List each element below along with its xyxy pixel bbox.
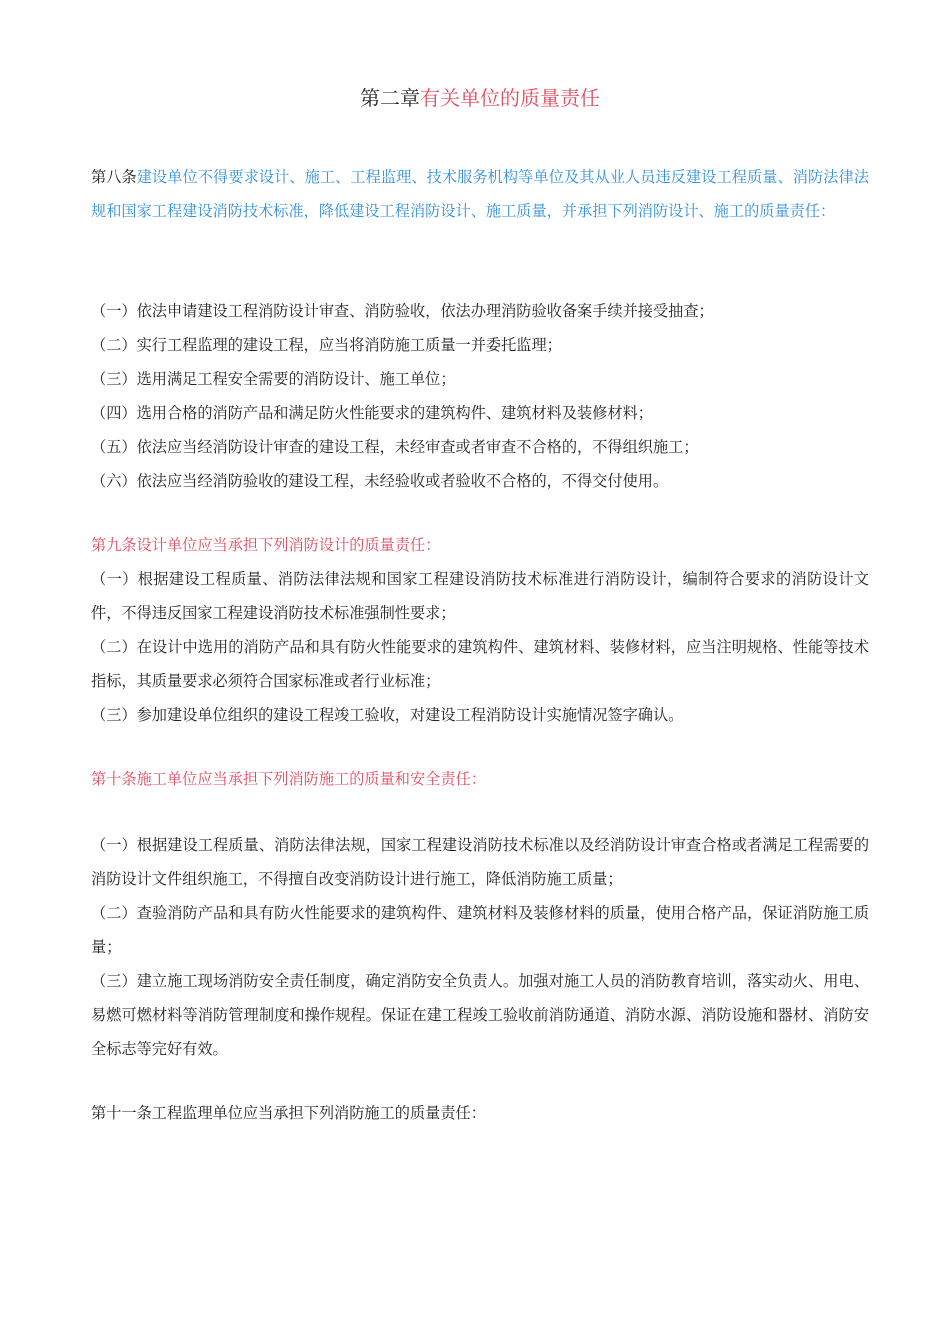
article-11-heading: 第十一条工程监理单位应当承担下列消防施工的质量责任： bbox=[91, 1104, 486, 1122]
list-item: （三）选用满足工程安全需要的消防设计、施工单位； bbox=[91, 370, 456, 388]
article-9-heading: 第九条设计单位应当承担下列消防设计的质量责任： bbox=[91, 536, 441, 554]
article-10-heading: 第十条施工单位应当承担下列消防施工的质量和安全责任： bbox=[91, 770, 486, 788]
article-8-intro bbox=[91, 160, 869, 228]
chapter-title-text: 有关单位的质量责任 bbox=[420, 86, 600, 110]
article-10-list bbox=[91, 828, 869, 1066]
article-10-heading-block bbox=[91, 762, 869, 796]
chapter-title bbox=[91, 84, 869, 112]
article-8-list bbox=[91, 294, 869, 498]
chapter-prefix: 第二章 bbox=[360, 86, 420, 110]
list-item: （二）实行工程监理的建设工程，应当将消防施工质量一并委托监理； bbox=[91, 336, 562, 354]
list-item: （三）参加建设单位组织的建设工程竣工验收，对建设工程消防设计实施情况签字确认。 bbox=[91, 706, 684, 724]
article-9 bbox=[91, 528, 869, 732]
list-item: （三）建立施工现场消防安全责任制度，确定消防安全负责人。加强对施工人员的消防教育培训，落实动火、用电、易燃可燃材料等消防管理制度和操作规程。保证在建工程竣工验收前消防通道、消防水源、消防设施和器材、消防安全标志等完好有效。 bbox=[91, 972, 869, 1058]
list-item: （二）在设计中选用的消防产品和具有防火性能要求的建筑构件、建筑材料、装修材料，应当注明规格、性能等技术指标，其质量要求必须符合国家标准或者行业标准； bbox=[91, 638, 869, 690]
list-item: （一）根据建设工程质量、消防法律法规和国家工程建设消防技术标准进行消防设计，编制符合要求的消防设计文件，不得违反国家工程建设消防技术标准强制性要求； bbox=[91, 570, 869, 622]
list-item: （二）查验消防产品和具有防火性能要求的建筑构件、建筑材料及装修材料的质量，使用合格产品，保证消防施工质量； bbox=[91, 904, 869, 956]
list-item: （四）选用合格的消防产品和满足防火性能要求的建筑构件、建筑材料及装修材料； bbox=[91, 404, 653, 422]
list-item: （一）依法申请建设工程消防设计审查、消防验收，依法办理消防验收备案手续并接受抽查； bbox=[91, 302, 714, 320]
article-11 bbox=[91, 1096, 869, 1130]
article-8-text: 建设单位不得要求设计、施工、工程监理、技术服务机构等单位及其从业人员违反建设工程质量、消防法律法规和国家工程建设消防技术标准，降低建设工程消防设计、施工质量，并承担下列消防设计、施工的质量责任： bbox=[91, 168, 870, 220]
list-item: （一）根据建设工程质量、消防法律法规，国家工程建设消防技术标准以及经消防设计审查合格或者满足工程需要的消防设计文件组织施工，不得擅自改变消防设计进行施工，降低消防施工质量； bbox=[91, 836, 869, 888]
list-item: （五）依法应当经消防设计审查的建设工程，未经审查或者审查不合格的，不得组织施工； bbox=[91, 438, 699, 456]
list-item: （六）依法应当经消防验收的建设工程，未经验收或者验收不合格的，不得交付使用。 bbox=[91, 472, 669, 490]
article-8-label: 第八条 bbox=[91, 168, 137, 186]
